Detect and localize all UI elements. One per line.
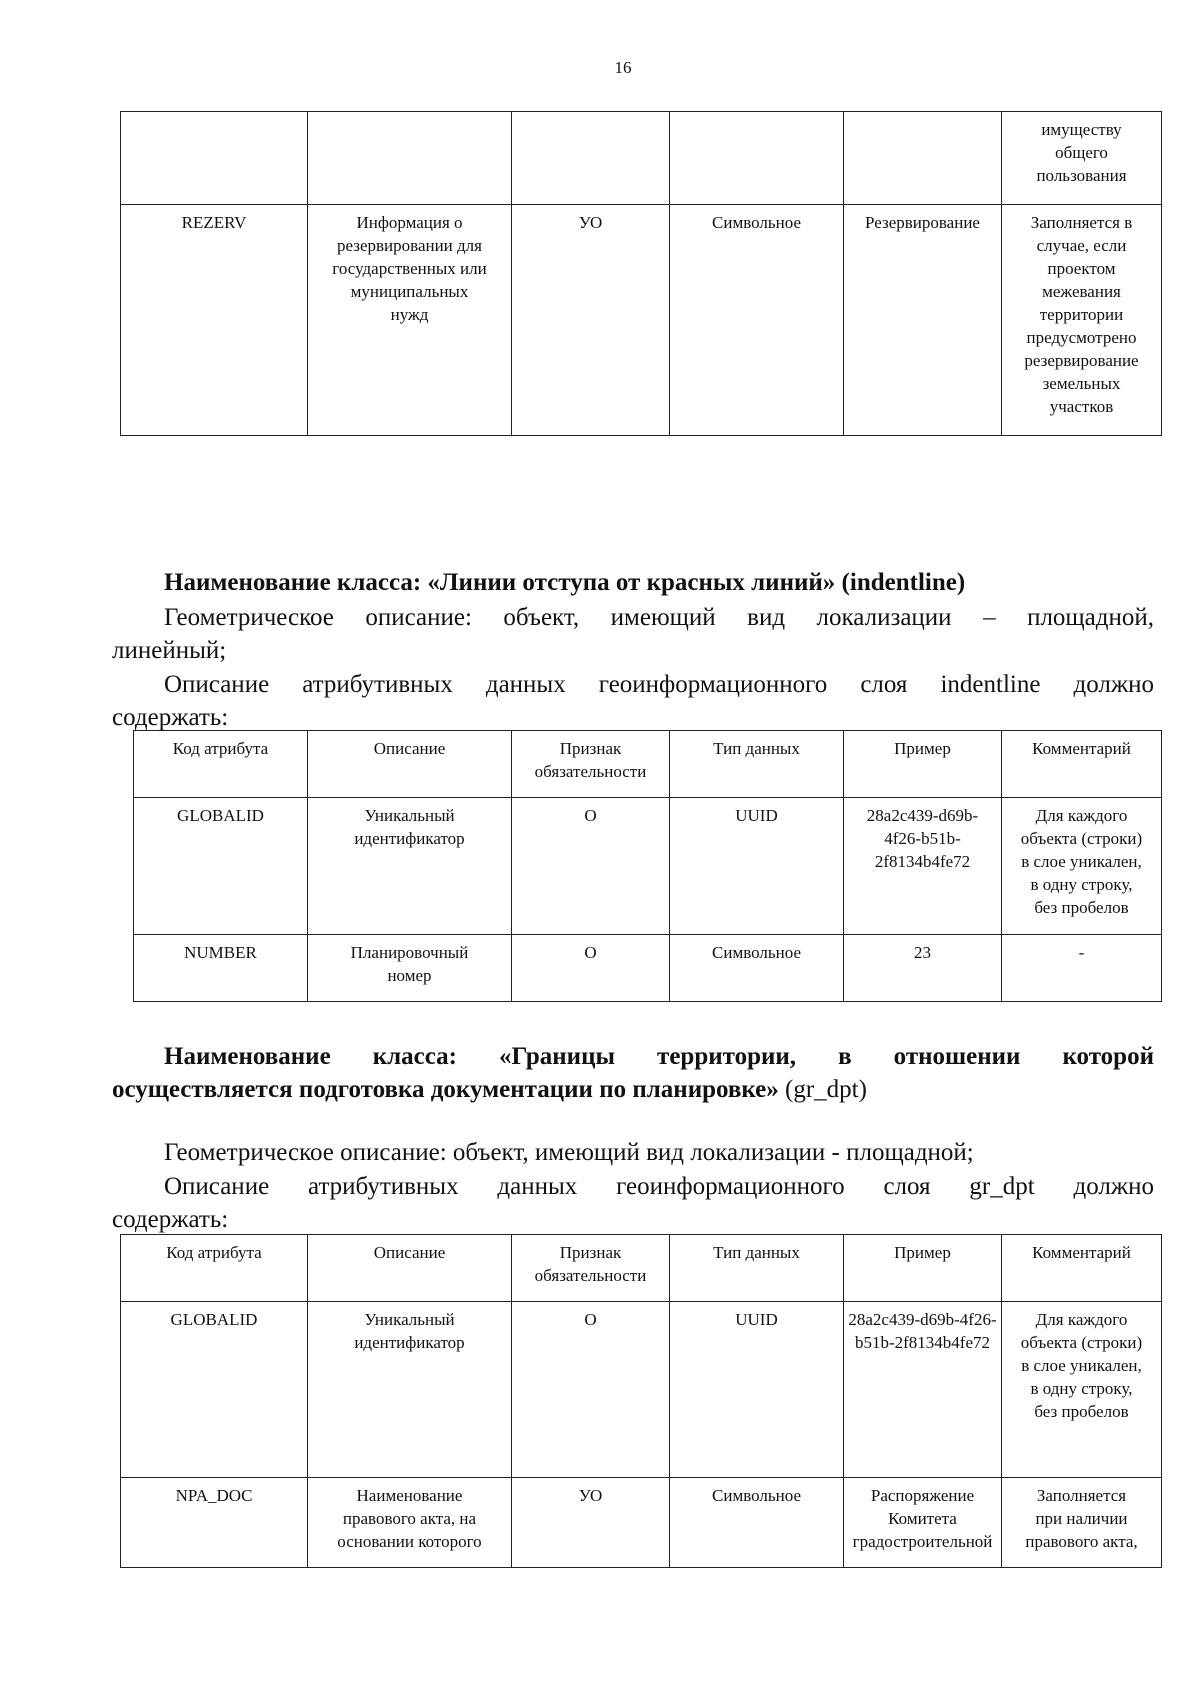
table-row <box>121 1478 1162 1568</box>
table-row <box>134 798 1162 935</box>
page-number: 16 <box>614 58 632 77</box>
cell-line: случае, если <box>1036 236 1127 255</box>
cell-line: идентификатор <box>354 1333 465 1352</box>
table-cell <box>1002 112 1162 205</box>
table-cell: О <box>512 798 670 935</box>
header-cell: Описание <box>308 1235 512 1302</box>
cell-line: Для каждого <box>1035 806 1128 825</box>
table-cell: - <box>1002 935 1162 1002</box>
table-cell <box>1002 1302 1162 1478</box>
attributes-description-indentline: Описание атрибутивных данных геоинформационного слоя indentline должно содержать: <box>112 671 1154 731</box>
header-cell: Комментарий <box>1002 731 1162 798</box>
table-cell: NUMBER <box>134 935 308 1002</box>
cell-line: объекта (строки) <box>1020 829 1143 848</box>
table-header-row <box>134 731 1162 798</box>
table-cell <box>512 112 670 205</box>
cell-line: обязательности <box>534 762 647 781</box>
table-cell <box>670 112 844 205</box>
table-cell <box>308 1302 512 1478</box>
header-cell: Пример <box>844 731 1002 798</box>
table-cell: Резервирование <box>844 205 1002 436</box>
cell-line: нужд <box>390 305 429 324</box>
table-row <box>134 935 1162 1002</box>
geometry-description-indentline: Геометрическое описание: объект, имеющий вид локализации – площадной, линейный; <box>112 604 1154 664</box>
table-cell: О <box>512 935 670 1002</box>
table-cell <box>844 798 1002 935</box>
table-cell <box>844 112 1002 205</box>
table-cell: UUID <box>670 798 844 935</box>
cell-line: Планировочный <box>350 943 469 962</box>
cell-line: Признак <box>559 1243 622 1262</box>
table-cell: REZERV <box>121 205 308 436</box>
table-cell: УО <box>512 1478 670 1568</box>
attribute-table-continued <box>120 111 1162 436</box>
table-cell: NPA_DOC <box>121 1478 308 1568</box>
cell-line: 28a2c439-d69b-4f26- <box>848 1310 997 1329</box>
cell-line: 4f26-b51b- <box>884 829 961 848</box>
table-cell <box>1002 205 1162 436</box>
cell-line: 28a2c439-d69b- <box>866 806 979 825</box>
header-cell <box>512 1235 670 1302</box>
cell-line: 2f8134b4fe72 <box>874 852 971 871</box>
cell-line: номер <box>387 966 432 985</box>
table-cell: Символьное <box>670 1478 844 1568</box>
cell-line: Признак <box>559 739 622 758</box>
cell-line: предусмотрено <box>1026 328 1137 347</box>
table-cell <box>308 1478 512 1568</box>
cell-line: основании которого <box>337 1532 482 1551</box>
cell-line: b51b-2f8134b4fe72 <box>854 1333 991 1352</box>
attributes-description-gr-dpt: Описание атрибутивных данных геоинформационного слоя gr_dpt должно содержать: <box>112 1173 1154 1233</box>
table-cell <box>308 935 512 1002</box>
cell-line: имуществу <box>1041 120 1122 139</box>
table-cell <box>308 112 512 205</box>
cell-line: Комитета <box>888 1509 957 1528</box>
cell-line: в одну строку, <box>1030 1379 1133 1398</box>
table-header-row <box>121 1235 1162 1302</box>
cell-line: идентификатор <box>354 829 465 848</box>
cell-line: в слое уникален, <box>1021 852 1142 871</box>
cell-line: межевания <box>1042 282 1121 301</box>
table-cell <box>121 112 308 205</box>
cell-line: муниципальных <box>350 282 469 301</box>
cell-line: Заполняется <box>1036 1486 1127 1505</box>
cell-line: Заполняется в <box>1030 213 1133 232</box>
class-heading-gr-dpt: Наименование класса: «Границы территории, в отношении которой осуществляется подготовка документации по планировке» (gr_dpt) <box>112 1043 1154 1103</box>
table-cell: О <box>512 1302 670 1478</box>
cell-line: Наименование <box>356 1486 463 1505</box>
cell-line: территории <box>1039 305 1124 324</box>
cell-line: в слое уникален, <box>1021 1356 1142 1375</box>
header-cell: Тип данных <box>670 731 844 798</box>
cell-line: общего <box>1055 143 1108 162</box>
table-cell <box>308 798 512 935</box>
cell-line: Информация о <box>356 213 463 232</box>
cell-line: резервирование <box>1024 351 1139 370</box>
table-cell: Символьное <box>670 935 844 1002</box>
cell-line: государственных или <box>332 259 487 278</box>
cell-line: правового акта, на <box>342 1509 477 1528</box>
cell-line: проектом <box>1047 259 1116 278</box>
table-cell <box>844 1478 1002 1568</box>
table-row <box>121 205 1162 436</box>
table-row <box>121 1302 1162 1478</box>
cell-line: без пробелов <box>1034 1402 1129 1421</box>
cell-line: Распоряжение <box>870 1486 975 1505</box>
table-cell <box>844 1302 1002 1478</box>
table-cell: UUID <box>670 1302 844 1478</box>
header-cell: Код атрибута <box>134 731 308 798</box>
cell-line: обязательности <box>534 1266 647 1285</box>
header-cell: Описание <box>308 731 512 798</box>
table-row <box>121 112 1162 205</box>
cell-line: Уникальный <box>364 1310 455 1329</box>
cell-line: пользования <box>1036 166 1127 185</box>
cell-line: без пробелов <box>1034 898 1129 917</box>
geometry-description-gr-dpt: Геометрическое описание: объект, имеющий вид локализации - площадной; <box>164 1139 974 1166</box>
cell-line: градостроительной <box>852 1532 993 1551</box>
cell-line: объекта (строки) <box>1020 1333 1143 1352</box>
table-cell: GLOBALID <box>134 798 308 935</box>
cell-line: в одну строку, <box>1030 875 1133 894</box>
header-cell: Код атрибута <box>121 1235 308 1302</box>
table-cell: 23 <box>844 935 1002 1002</box>
table-cell: УО <box>512 205 670 436</box>
header-cell <box>512 731 670 798</box>
cell-line: Для каждого <box>1035 1310 1128 1329</box>
table-cell: Символьное <box>670 205 844 436</box>
attribute-table-gr-dpt <box>120 1234 1162 1568</box>
class-heading-indentline: Наименование класса: «Линии отступа от красных линий» (indentline) <box>164 569 966 596</box>
header-cell: Тип данных <box>670 1235 844 1302</box>
cell-line: при наличии <box>1035 1509 1128 1528</box>
table-cell: GLOBALID <box>121 1302 308 1478</box>
table-cell <box>308 205 512 436</box>
cell-line: резервировании для <box>337 236 482 255</box>
attribute-table-indentline <box>133 730 1162 1002</box>
table-cell <box>1002 798 1162 935</box>
table-cell <box>1002 1478 1162 1568</box>
cell-line: Уникальный <box>364 806 455 825</box>
cell-line: участков <box>1049 397 1114 416</box>
header-cell: Пример <box>844 1235 1002 1302</box>
cell-line: земельных <box>1042 374 1121 393</box>
cell-line: правового акта, <box>1025 1532 1138 1551</box>
header-cell: Комментарий <box>1002 1235 1162 1302</box>
